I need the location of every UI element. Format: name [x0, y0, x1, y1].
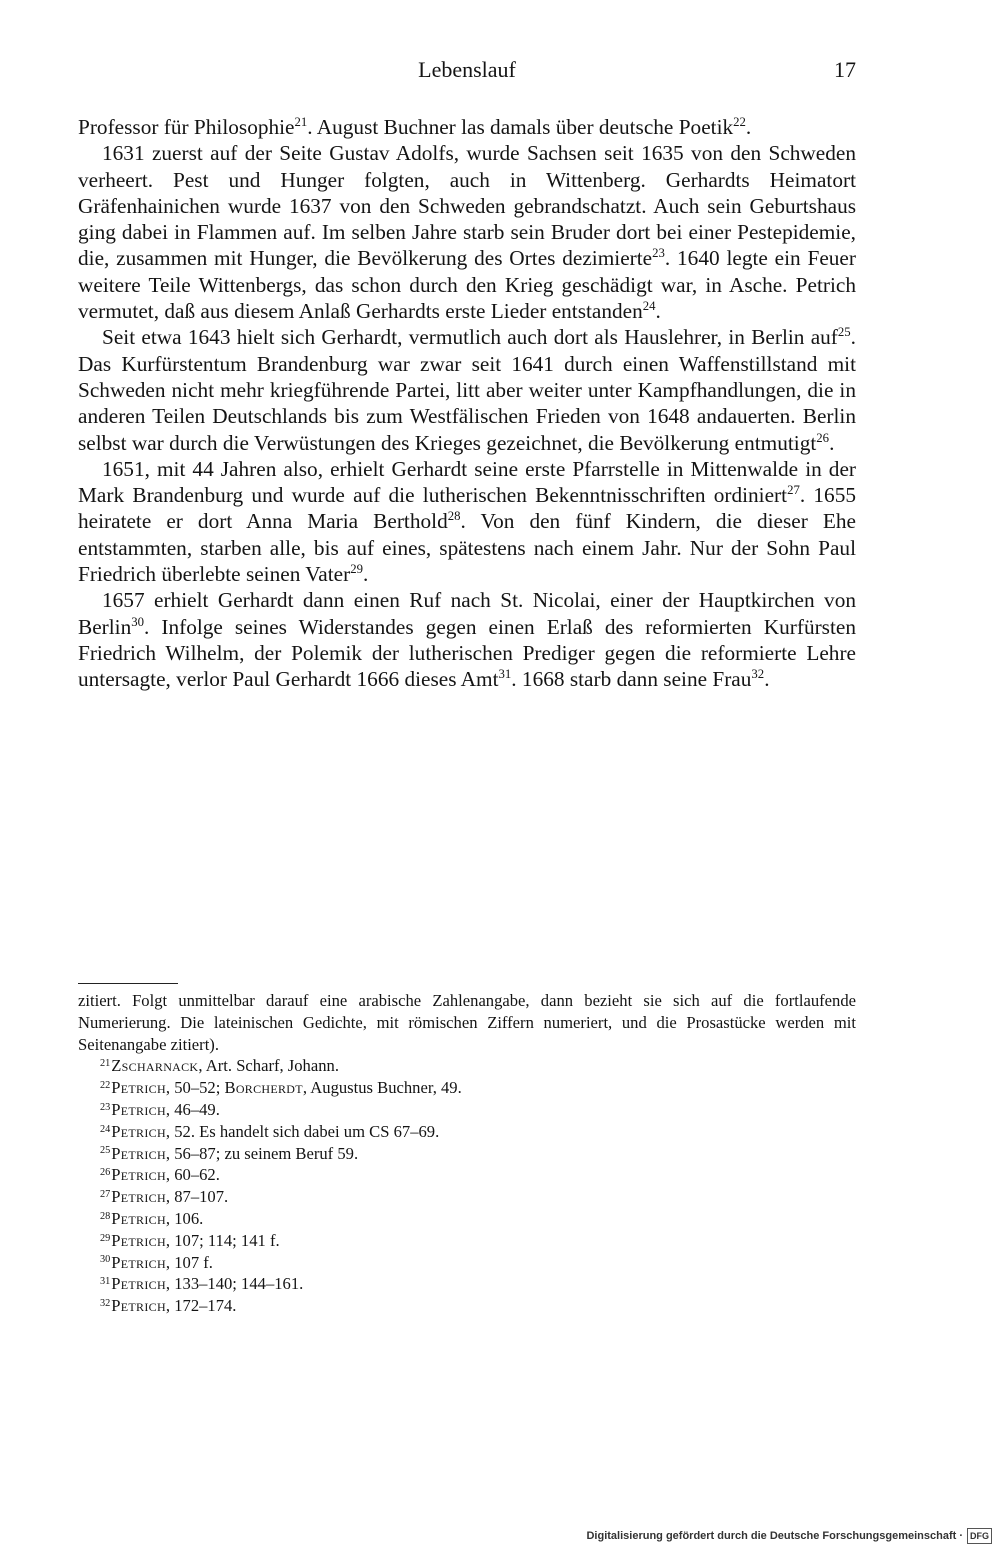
footnote-text: Petrich, 46–49. — [111, 1099, 220, 1119]
paragraph: 1631 zuerst auf der Seite Gustav Adolfs, wurde Sachsen seit 1635 von den Schweden verheert. Pest und Hunger folgten, auch in Wittenberg. Gerhardts Heimatort Gräfenhainichen wurde 1637 von den Schweden gebrandschatzt. Auch sein Geburtshaus ging dabei in Flammen auf. Im selben Jahre starb sein Bruder dort bei einer Pestepidemie, die, zusammen mit Hunger, die Bevölkerung des Ortes dezimierte$^{23}$. 1640 legte ein Feuer weitere Teile Wittenbergs, das schon durch den Krieg geschädigt war, in Asche. Petrich vermutet, daß aus diesem Anlaß Gerhardts erste Lieder entstanden$^{24}$. — [78, 141, 856, 324]
footnote: 29Petrich, 107; 114; 141 f. — [100, 1230, 280, 1250]
footnote-text: Petrich, 50–52; Borcherdt, Augustus Buchner, 49. — [111, 1078, 462, 1098]
footnote: 27Petrich, 87–107. — [100, 1187, 229, 1207]
footnote-text: Petrich, 106. — [111, 1208, 204, 1228]
digitization-credit — [586, 1528, 992, 1544]
footnote: 28Petrich, 106. — [100, 1208, 204, 1228]
footnote: 21Zscharnack, Art. Scharf, Johann. — [100, 1056, 339, 1076]
footnote-text: Petrich, 56–87; zu seinem Beruf 59. — [111, 1143, 359, 1163]
footnote-continuation: zitiert. Folgt unmittelbar darauf eine arabische Zahlenangabe, dann bezieht sie sich auf die fortlaufende Numerierung. Die lateinischen Gedichte, mit römischen Ziffern numeriert, und die Prosastücke werden mit Seitenangabe zitiert). — [78, 991, 856, 1054]
footnote-list — [78, 1055, 856, 1317]
running-title: Lebenslauf — [418, 57, 516, 82]
credit-text: Digitalisierung gefördert durch die Deutsche Forschungsgemeinschaft · — [586, 1530, 963, 1542]
dfg-logo: DFG — [967, 1528, 992, 1544]
footnote-text: Petrich, 107; 114; 141 f. — [111, 1230, 280, 1250]
paragraph: 1657 erhielt Gerhardt dann einen Ruf nach St. Nicolai, einer der Hauptkirchen von Berlin$^{30}$. Infolge seines Widerstandes gegen einen Erlaß des reformierten Kurfürsten Friedrich Wilhelm, der Polemik der lutherischen Prediger gegen die reformierte Lehre untersagte, verlor Paul Gerhardt 1666 dieses Amt$^{31}$. 1668 starb dann seine Frau$^{32}$. — [78, 588, 856, 692]
paragraph: 1651, mit 44 Jahren also, erhielt Gerhardt seine erste Pfarrstelle in Mittenwalde in der Mark Brandenburg und wurde auf die lutherischen Bekenntnisschriften ordiniert$^{27}$. 1655 heiratete er dort Anna Maria Berthold$^{28}$. Von den fünf Kindern, die dieser Ehe entstammten, starben alle, bis auf eines, spätestens nach einem Jahr. Nur der Sohn Paul Friedrich überlebte seinen Vater$^{29}$. — [78, 456, 856, 587]
footnote-divider — [78, 983, 178, 984]
footnote: 31Petrich, 133–140; 144–161. — [100, 1274, 304, 1294]
footnote: 22Petrich, 50–52; Borcherdt, Augustus Buchner, 49. — [100, 1078, 462, 1098]
footnote: 30Petrich, 107 f. — [100, 1252, 213, 1272]
body-text — [78, 114, 856, 693]
footnote-text: Zscharnack, Art. Scharf, Johann. — [111, 1056, 339, 1076]
footnote-text: Petrich, 52. Es handelt sich dabei um CS 67–69. — [111, 1121, 440, 1141]
paragraph: Professor für Philosophie$^{21}$. August Buchner las damals über deutsche Poetik$^{22}$. — [78, 115, 752, 139]
footnote-text: Petrich, 107 f. — [111, 1252, 213, 1272]
footnote-text: Petrich, 87–107. — [111, 1187, 229, 1207]
footnote-text: Petrich, 133–140; 144–161. — [111, 1274, 304, 1294]
footnote: 32Petrich, 172–174. — [100, 1296, 237, 1316]
footnote-text: Petrich, 172–174. — [111, 1296, 237, 1316]
footnote: 24Petrich, 52. Es handelt sich dabei um CS 67–69. — [100, 1121, 440, 1141]
page-number: 17 — [834, 57, 856, 82]
footnote-text: Petrich, 60–62. — [111, 1165, 220, 1185]
paragraph: Seit etwa 1643 hielt sich Gerhardt, vermutlich auch dort als Hauslehrer, in Berlin auf$^{25}$. Das Kurfürstentum Brandenburg war zwar seit 1641 durch einen Waffenstillstand mit Schweden nicht mehr kriegführende Partei, litt aber weiter unter Kampfhandlungen, die in anderen Teilen Deutschlands bis zum Westfälischen Frieden von 1648 andauerten. Berlin selbst war durch die Verwüstungen des Krieges gezeichnet, die Bevölkerung entmutigt$^{26}$. — [78, 325, 856, 455]
footnotes — [78, 990, 856, 1317]
footnote: 25Petrich, 56–87; zu seinem Beruf 59. — [100, 1143, 359, 1163]
footnote: 23Petrich, 46–49. — [100, 1099, 220, 1119]
footnote: 26Petrich, 60–62. — [100, 1165, 220, 1185]
running-head — [78, 56, 856, 88]
